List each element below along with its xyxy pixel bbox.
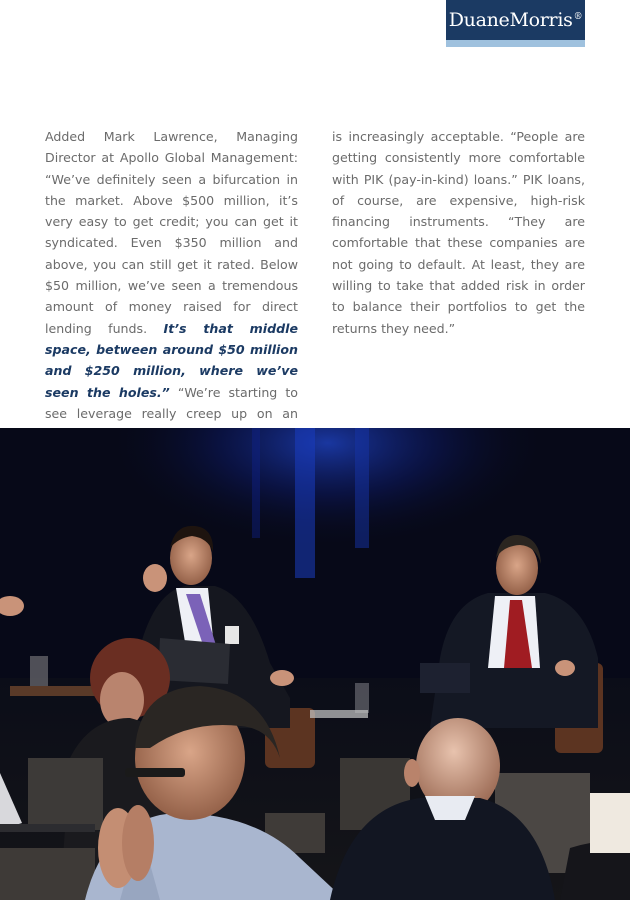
logo-wordmark bbox=[449, 9, 583, 31]
registered-mark: ® bbox=[573, 11, 583, 22]
logo-name: DuaneMorris bbox=[448, 9, 573, 31]
left-text-before: Added Mark Lawrence, Managing Director at Apollo Global Management: “We’ve definitely seen a bifurcation in the market. Above $500 million, it’s very easy to get credit; you can get it syndicated. Even $350 million and above, you can still get it rated. Below $50 million, we’ve seen a tremendous amount of money raised for direct lending funds. bbox=[45, 129, 298, 336]
article-column-right bbox=[332, 126, 585, 339]
conference-panel-photo bbox=[0, 428, 630, 900]
right-paragraph: is increasingly acceptable. “People are getting consistently more comfortable with PIK (pay-in-kind) loans.” PIK loans, of course, are expensive, high-risk financing instruments. “They are comfortable that these companies are not going to default. At least, they are willing to take that added risk in order to balance their portfolios to get the returns they need.” bbox=[332, 129, 585, 336]
logo-accent-bar bbox=[446, 40, 585, 47]
pull-quote: It’s that middle space, between around $50 million and $250 million, where we’ve seen the holes.” bbox=[45, 320, 298, 400]
left-text-after: “We’re starting to see leverage really creep up on an bbox=[45, 384, 298, 421]
article-column-left bbox=[45, 126, 298, 467]
duane-morris-logo bbox=[446, 0, 585, 47]
logo-box bbox=[446, 0, 585, 40]
left-paragraph bbox=[45, 126, 298, 467]
